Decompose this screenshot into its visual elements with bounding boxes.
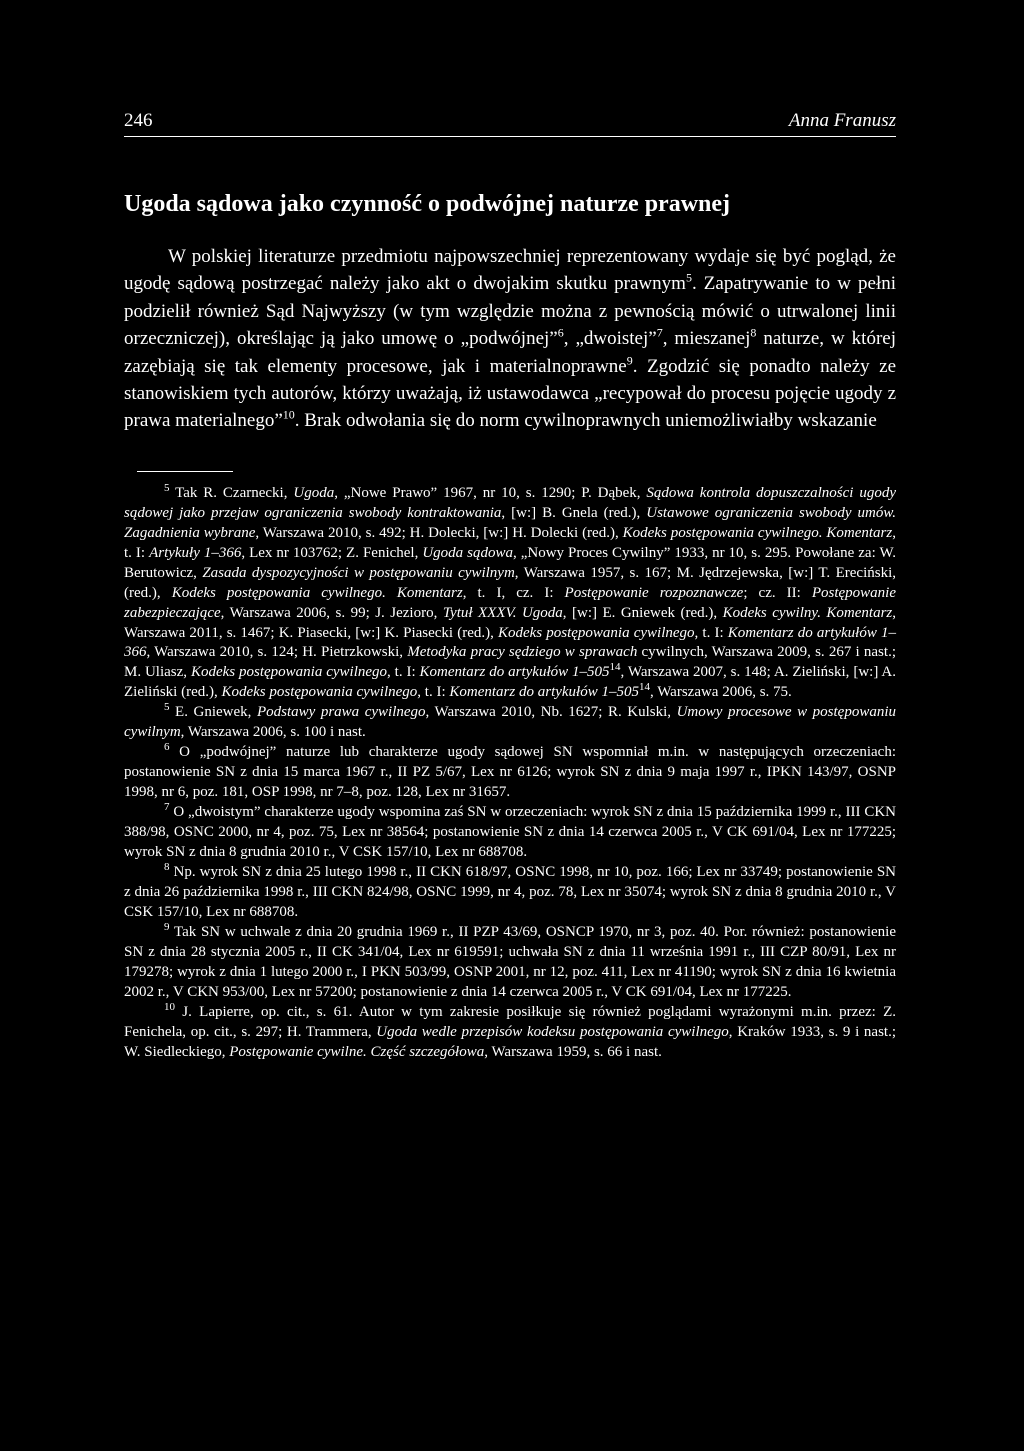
footnote: $^5$ E. Gniewek, Podstawy prawa cywilnego, Warszawa 2010, Nb. 1627; R. Kulski, Umowy procesowe w postępowaniu cywilnym, Warszawa 2006, s. 100 i nast.	[124, 701, 896, 741]
footnote-ref[interactable]: 5	[685, 271, 692, 286]
footnote-separator	[137, 471, 233, 472]
footnote-ref[interactable]: 8	[750, 325, 757, 340]
section-title: Ugoda sądowa jako czynność o podwójnej naturze prawnej	[124, 191, 731, 217]
footnote-ref[interactable]: 9	[626, 353, 633, 368]
page	[124, 110, 896, 1062]
footnote: $^{10}$ J. Lapierre, op. cit., s. 61. Autor w tym zakresie posiłkuje się również poglądami wyrażonymi m.in. przez: Z. Fenichela, op. cit., s. 297; H. Trammera, Ugoda wedle przepisów kodeksu postępowania cywilnego, Kraków 1933, s. 9 i nast.; W. Siedleckiego, Postępowanie cywilne. Część szczegółowa, Warszawa 1959, s. 66 i nast.	[124, 1000, 896, 1060]
footnote-ref[interactable]: 6	[557, 325, 564, 340]
footnote: $^6$ O „podwójnej” naturze lub charakterze ugody sądowej SN wspomniał m.in. w następujących orzeczeniach: postanowienie SN z dnia 15 marca 1967 r., II PZ 5/67, Lex nr 6126; wyrok SN z dnia 9 maja 1997 r., IPKN 143/97, OSNP 1998, nr 6, poz. 181, OSP 1998, nr 7–8, poz. 128, Lex nr 31657.	[124, 741, 896, 801]
footnote: $^9$ Tak SN w uchwale z dnia 20 grudnia 1969 r., II PZP 43/69, OSNCP 1970, nr 3, poz. 40. Por. również: postanowienie SN z dnia 28 stycznia 2005 r., II CK 341/04, Lex nr 619591; uchwała SN z dnia 11 września 1991 r., III CZP 80/91, Lex nr 179278; wyrok z dnia 1 lutego 2000 r., I PKN 503/99, OSNP 2001, nr 12, poz. 411, Lex nr 41190; wyrok SN z dnia 16 kwietnia 2002 r., V CKN 953/00, Lex nr 57200; postanowienie z dnia 14 czerwca 2005 r., V CK 691/04, Lex nr 177225.	[124, 920, 896, 1000]
running-header	[124, 110, 896, 137]
page-number: 246	[124, 110, 153, 131]
footnote-ref[interactable]: 10	[282, 408, 295, 423]
footnote-ref[interactable]: 7	[656, 325, 663, 340]
running-author: Anna Franusz	[788, 110, 896, 131]
body-paragraph: W polskiej literaturze przedmiotu najpowszechniej reprezentowany wydaje się być pogląd, że ugodę sądową postrzegać należy jako akt o dwojakim skutku prawnym$^5$. Zapatrywanie to w pełni podzielił również Sąd Najwyższy (w tym względzie można z pewnością mówić o utrwalonej linii orzeczniczej), określając ją jako umowę o „podwójnej”$^6$, „dwoistej”$^7$, mieszanej$^8$ naturze, w której zazębiają się tak elementy procesowe, jak i materialnoprawne$^9$. Zgodzić się ponadto należy ze stanowiskiem tych autorów, którzy uważają, iż ustawodawca „recypował do procesu pojęcie ugody z prawa materialnego”$^{10}$. Brak odwołania się do norm cywilnoprawnych uniemożliwiałby wskazanie	[124, 246, 897, 432]
footnote: $^7$ O „dwoistym” charakterze ugody wspomina zaś SN w orzeczeniach: wyrok SN z dnia 15 października 1999 r., III CKN 388/98, OSNC 2000, nr 4, poz. 75, Lex nr 38564; postanowienie SN z dnia 14 czerwca 2005 r., V CK 691/04, Lex nr 177225; wyrok SN z dnia 8 grudnia 2010 r., V CSK 157/10, Lex nr 688708.	[124, 801, 896, 860]
footnote: $^8$ Np. wyrok SN z dnia 25 lutego 1998 r., II CKN 618/97, OSNC 1998, nr 10, poz. 166; Lex nr 33749; postanowienie SN z dnia 26 października 1998 r., III CKN 824/98, OSNC 1999, nr 4, poz. 78, Lex nr 35074; wyrok SN z dnia 8 grudnia 2010 r., V CSK 157/10, Lex nr 688708.	[124, 860, 896, 920]
footnotes	[124, 481, 897, 1063]
footnote: $^5$ Tak R. Czarnecki, Ugoda, „Nowe Prawo” 1967, nr 10, s. 1290; P. Dąbek, Sądowa kontrola dopuszczalności ugody sądowej jako przejaw ograniczenia swobody kontraktowania, [w:] B. Gnela (red.), Ustawowe ograniczenia swobody umów. Zagadnienia wybrane, Warszawa 2010, s. 492; H. Dolecki, [w:] H. Dolecki (red.), Kodeks postępowania cywilnego. Komentarz, t. I: Artykuły 1–366, Lex nr 103762; Z. Fenichel, Ugoda sądowa, „Nowy Proces Cywilny” 1933, nr 10, s. 295. Powołane za: W. Berutowicz, Zasada dyspozycyjności w postępowaniu cywilnym, Warszawa 1957, s. 167; M. Jędrzejewska, [w:] T. Ereciński, (red.), Kodeks postępowania cywilnego. Komentarz, t. I, cz. I: Postępowanie rozpoznawcze; cz. II: Postępowanie zabezpieczające, Warszawa 2006, s. 99; J. Jezioro, Tytuł XXXV. Ugoda, [w:] E. Gniewek (red.), Kodeks cywilny. Komentarz, Warszawa 2011, s. 1467; K. Piasecki, [w:] K. Piasecki (red.), Kodeks postępowania cywilnego, t. I: Komentarz do artykułów 1–366, Warszawa 2010, s. 124; H. Pietrzkowski, Metodyka pracy sędziego w sprawach cywilnych, Warszawa 2009, s. 267 i nast.; M. Uliasz, Kodeks postępowania cywilnego, t. I: Komentarz do artykułów $1-505^{14}$, Warszawa 2007, s. 148; A. Zieliński, [w:] A. Zieliński (red.), Kodeks postępowania cywilnego, t. I: Komentarz do artykułów $1-505^{14}$, Warszawa 2006, s. 75.	[124, 481, 897, 701]
